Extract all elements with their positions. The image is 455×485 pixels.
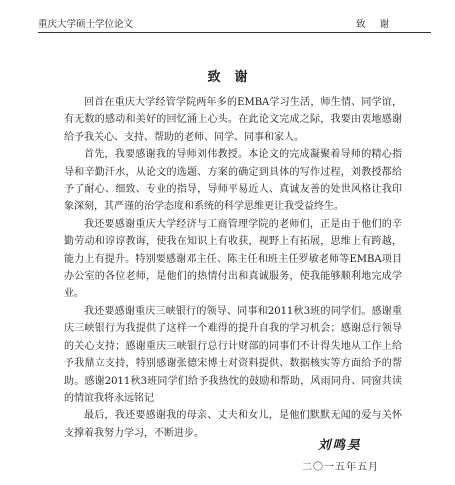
signature-date: 二〇一五年五月 (302, 462, 379, 473)
paragraph-colleagues: 我还要感谢重庆三峡银行的领导、同事和2011秋3班的同学们。感谢重庆三峡银行为我提供了这样一个难得的提升自我的学习机会；感谢总行领导的关心支持；感谢重庆三峡银行总行计财部的同事们不计得失地从工作上给予我鼎立支持，特别感谢张德宋博士对资料提供、数据核实等方面给予的帮助。感谢2011秋3班同学们给予我热忱的鼓励和帮助，风雨同舟、同窗共读的情谊我将永远铭记 (64, 305, 402, 404)
acknowledgement-body (64, 94, 402, 442)
paragraph-teachers: 我还要感谢重庆大学经济与工商管理学院的老师们，正是由于他们的辛勤劳动和谆谆教诲，使我在知识上有收获，视野上有拓展，思维上有跨越，能力上有提升。特别要感谢邓主任、陈主任和班主任罗敏老师等EMBA项目办公室的各位老师，是他们的热情付出和真诚服务，使我能够顺利地完成学业。 (64, 218, 402, 300)
acknowledgement-title: 致谢 (207, 70, 262, 85)
author-signature: 刘鸣昊 (318, 437, 362, 452)
paragraph-family: 最后，我还要感谢我的母亲、丈夫和女儿，是他们默默无闻的爱与关怀支撑着我努力学习，不断进步。 (64, 410, 402, 439)
page-header (38, 12, 431, 33)
header-section-title: 致谢 (355, 19, 403, 30)
header-thesis-title: 重庆大学硕士学位论文 (38, 19, 134, 30)
paragraph-advisor: 首先，我要感谢我的导师刘伟教授。本论文的完成凝聚着导师的精心指导和辛勤汗水，从论文的选题、方案的确定到具体的写作过程，刘教授都给予了耐心、细致、专业的指导，导师平易近人、真诚友善的处世风格让我印象深刻，其严谨的治学态度和系统的科学思维更让我受益终生。 (64, 149, 402, 213)
paragraph-intro: 回首在重庆大学经管学院两年多的EMBA学习生活，师生情、同学谊，有无数的感动和美好的回忆涌上心头。在此论文完成之际，我要由衷地感谢给予我关心、支持、帮助的老师、同学、同事和家人。 (64, 97, 402, 143)
